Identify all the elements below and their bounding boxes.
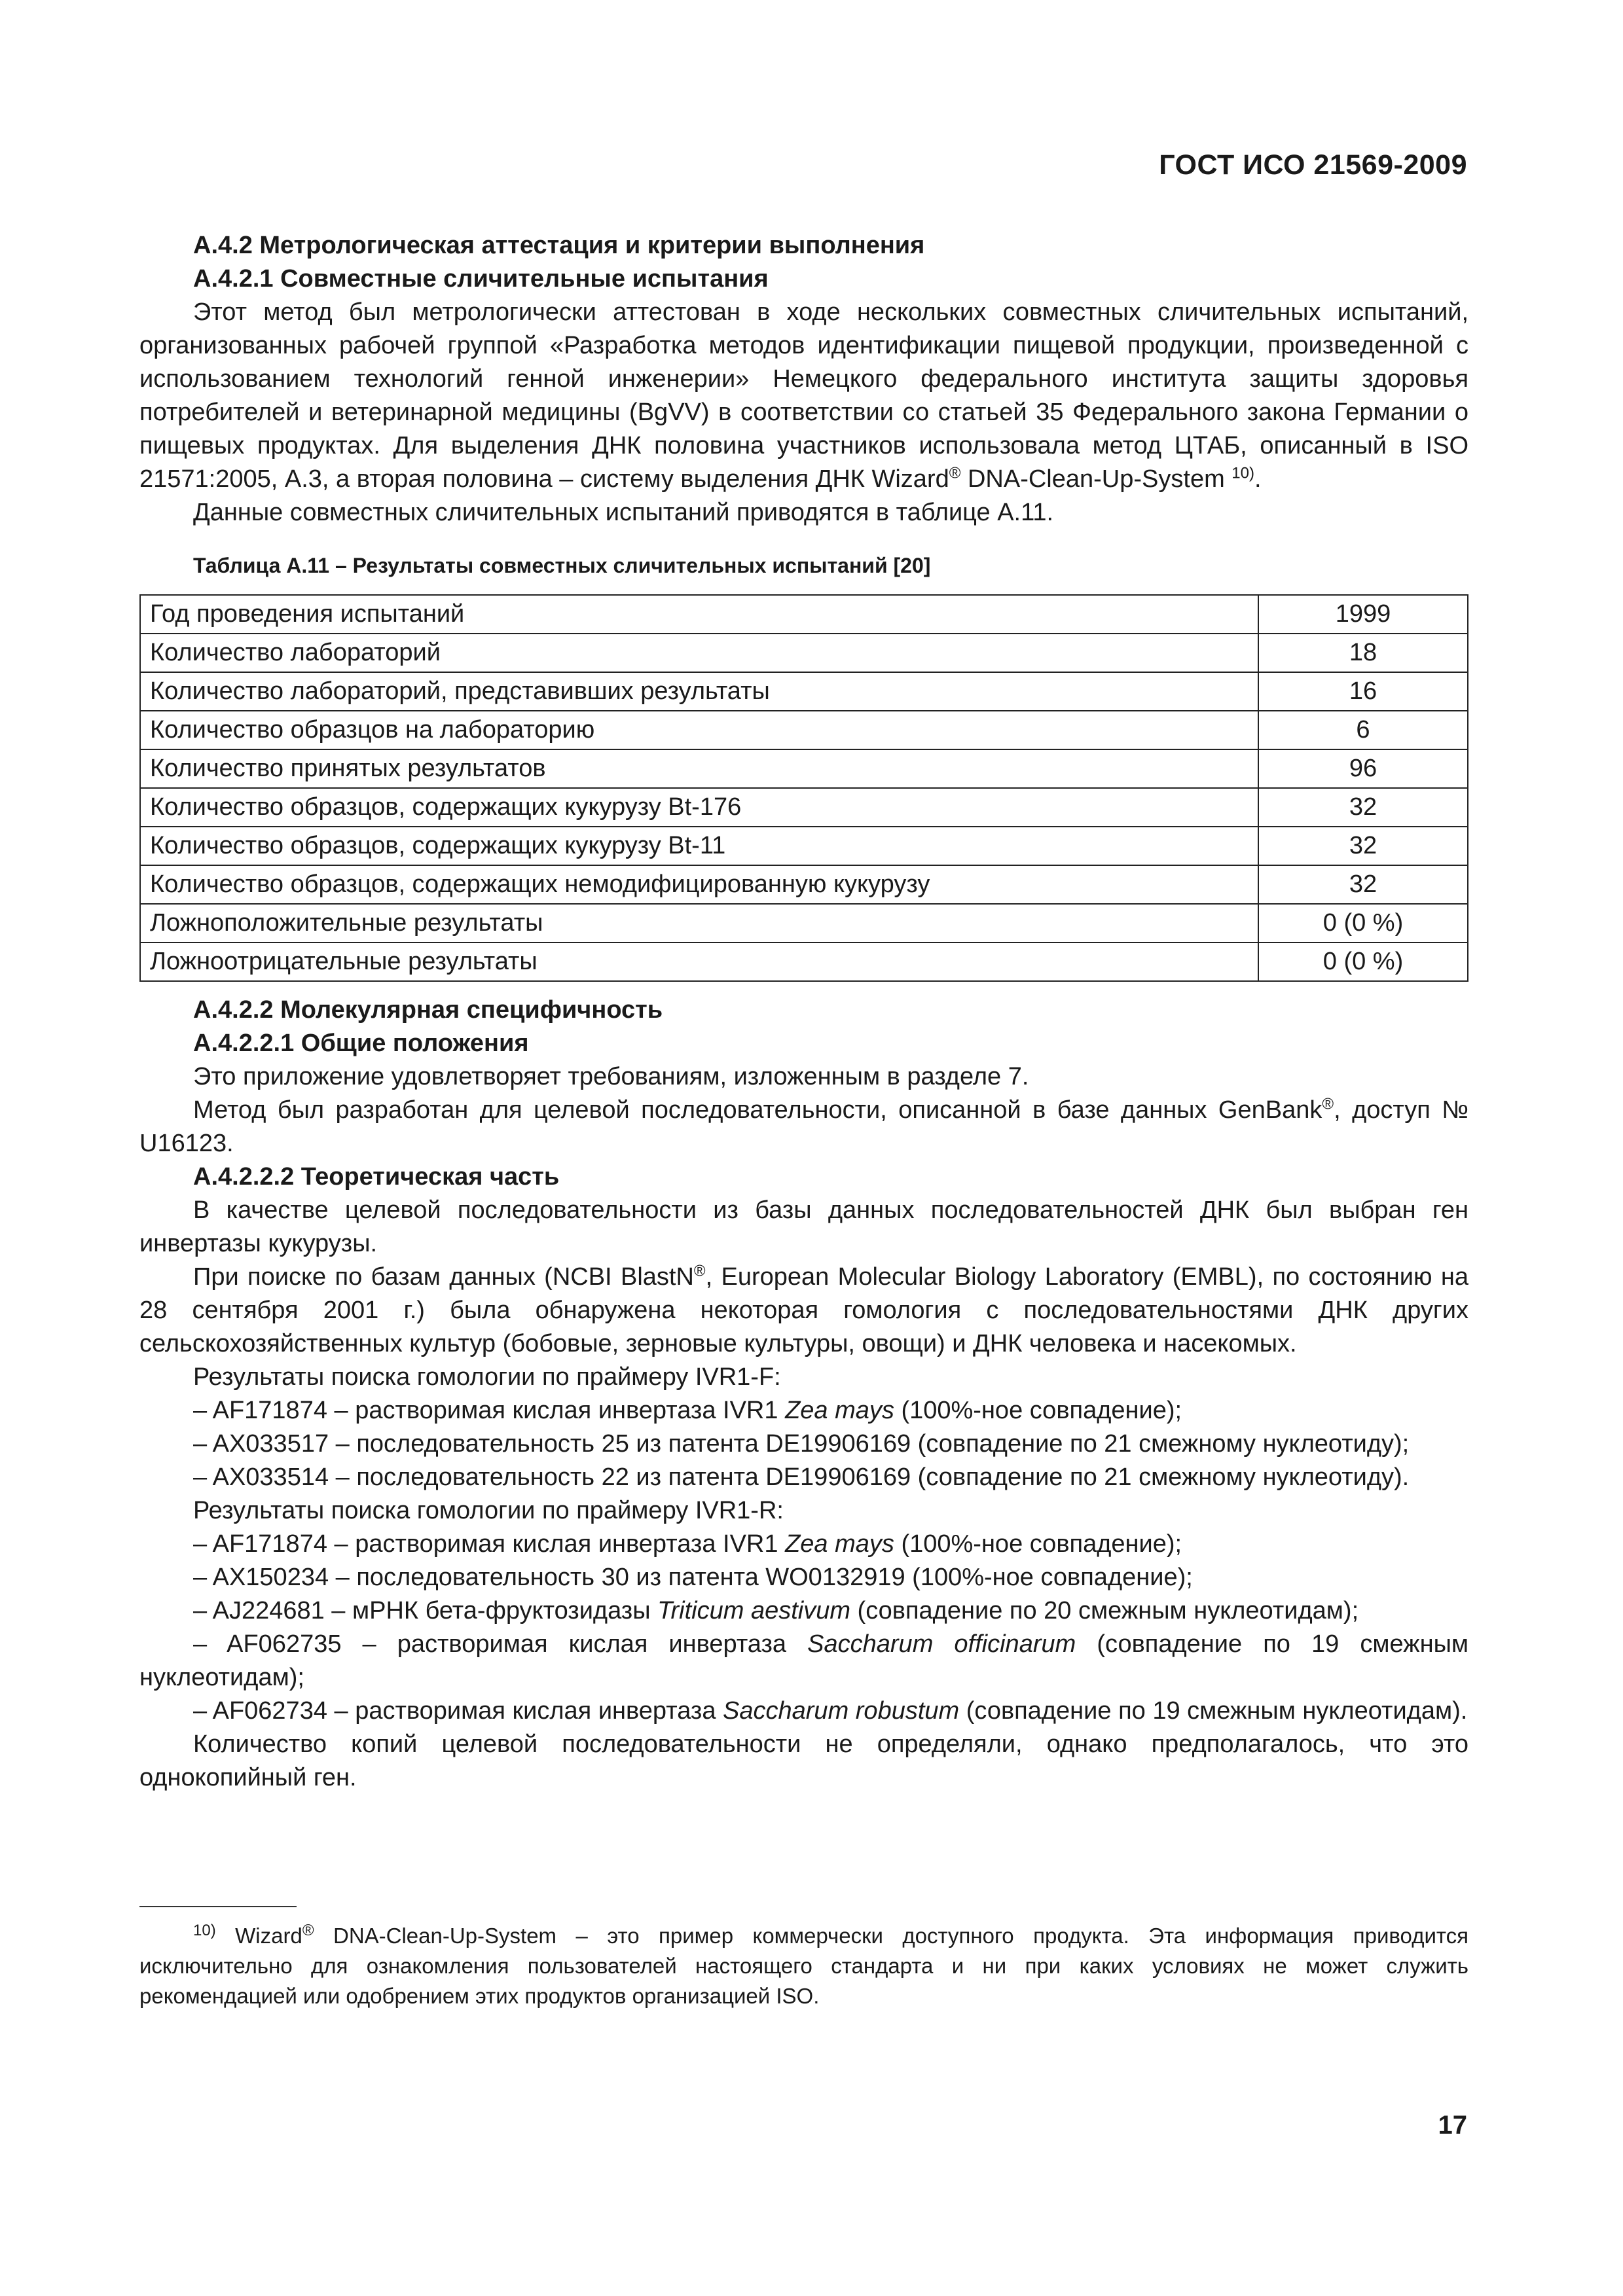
section-heading-a4221: А.4.2.2.1 Общие положения xyxy=(193,1030,529,1057)
list-item-text: (совпадение по 19 смежным нуклеотидам). xyxy=(959,1697,1468,1725)
paragraph-text: , European Molecular Biology Laboratory (EMBL), по состоянию на 28 сентября 2001 г.) была обнаружена некоторая гомология с последовательностями ДНК других сельскохозяйственных культур (бобовые, зерновые культуры, овощи) и ДНК человека и насекомых. xyxy=(139,1263,1468,1357)
footnote-text: DNA-Clean-Up-System – это пример коммерчески доступного продукта. Эта информация приводится исключительно для ознакомления пользователей настоящего стандарта и ни при каких условиях не может служить рекомендацией или одобрением этих продуктов организацией ISO. xyxy=(139,1924,1468,2008)
paragraph-method-validation xyxy=(139,296,1468,496)
registered-mark: ® xyxy=(1322,1095,1334,1113)
paragraph-text: DNA-Clean-Up-System xyxy=(960,465,1232,493)
registered-mark: ® xyxy=(693,1262,706,1280)
table-cell-label: Количество лабораторий xyxy=(140,634,1258,672)
paragraph-text: Метод был разработан для целевой последовательности, описанной в базе данных GenBank xyxy=(193,1096,1322,1124)
registered-mark: ® xyxy=(302,1922,314,1939)
species-name: Triticum aestivum xyxy=(657,1597,850,1624)
paragraph-text: . xyxy=(1254,465,1262,493)
list-item: – AX150234 – последовательность 30 из патента WO0132919 (100%-ное совпадение); xyxy=(193,1564,1193,1591)
list-item-text: – AF062735 – растворимая кислая инвертаза xyxy=(193,1630,808,1658)
footnote-text: Wizard xyxy=(215,1924,302,1948)
table-row xyxy=(140,942,1468,981)
table-cell-value: 6 xyxy=(1258,711,1468,749)
paragraph-database-search xyxy=(139,1261,1468,1361)
table-cell-value: 16 xyxy=(1258,672,1468,711)
footnote xyxy=(139,1921,1468,2011)
section-heading-a4222: А.4.2.2.2 Теоретическая часть xyxy=(193,1163,560,1191)
table-cell-value: 1999 xyxy=(1258,595,1468,634)
footnote-reference: 10) xyxy=(1231,464,1254,482)
paragraph-text: При поиске по базам данных (NCBI BlastN xyxy=(193,1263,694,1291)
list-item-text: (совпадение по 19 смежным нуклеотидам); xyxy=(139,1630,1469,1691)
table-cell-value: 18 xyxy=(1258,634,1468,672)
list-item: – AX033514 – последовательность 22 из патента DE19906169 (совпадение по 21 смежному нуклеотиду). xyxy=(193,1463,1410,1491)
table-cell-value: 32 xyxy=(1258,865,1468,904)
section-heading-a421: А.4.2.1 Совместные сличительные испытания xyxy=(193,265,769,293)
main-content xyxy=(139,229,1468,1795)
table-row xyxy=(140,827,1468,865)
species-name: Zea mays xyxy=(785,1530,894,1558)
table-row xyxy=(140,672,1468,711)
paragraph-copy-number: Количество копий целевой последовательности не определяли, однако предполагалось, что это однокопийный ген. xyxy=(139,1731,1468,1791)
table-cell-label: Количество лабораторий, представивших результаты xyxy=(140,672,1258,711)
footnote-number: 10) xyxy=(193,1922,216,1939)
species-name: Zea mays xyxy=(785,1397,894,1424)
table-cell-label: Количество образцов на лабораторию xyxy=(140,711,1258,749)
section-heading-a422: А.4.2.2 Молекулярная специфичность xyxy=(193,996,663,1024)
table-cell-value: 96 xyxy=(1258,749,1468,788)
table-cell-label: Год проведения испытаний xyxy=(140,595,1258,634)
table-row xyxy=(140,865,1468,904)
table-row xyxy=(140,788,1468,827)
section-heading-a42: А.4.2 Метрологическая аттестация и критерии выполнения xyxy=(193,232,925,259)
table-row xyxy=(140,595,1468,634)
paragraph-requirements: Это приложение удовлетворяет требованиям, изложенным в разделе 7. xyxy=(193,1063,1029,1090)
registered-mark: ® xyxy=(949,464,961,482)
table-row xyxy=(140,711,1468,749)
list-item xyxy=(139,1594,1468,1628)
document-header: ГОСТ ИСО 21569-2009 xyxy=(1159,149,1467,181)
list-item-text: (100%-ное совпадение); xyxy=(894,1397,1182,1424)
results-table xyxy=(139,594,1468,982)
table-row xyxy=(140,904,1468,942)
species-name: Saccharum robustum xyxy=(723,1697,960,1725)
list-heading-ivr1-r: Результаты поиска гомологии по праймеру IVR1-R: xyxy=(193,1497,784,1524)
paragraph-genbank xyxy=(139,1094,1468,1160)
table-cell-label: Количество принятых результатов xyxy=(140,749,1258,788)
list-item-text: – AF171874 – растворимая кислая инвертаза IVR1 xyxy=(193,1530,786,1558)
list-item-text: – AF171874 – растворимая кислая инвертаза IVR1 xyxy=(193,1397,786,1424)
list-item xyxy=(139,1695,1468,1728)
list-item xyxy=(139,1394,1468,1427)
table-cell-value: 32 xyxy=(1258,827,1468,865)
list-item-text: (100%-ное совпадение); xyxy=(894,1530,1182,1558)
paragraph-target-sequence: В качестве целевой последовательности из базы данных последовательностей ДНК был выбран ген инвертазы кукурузы. xyxy=(139,1196,1468,1257)
species-name: Saccharum officinarum xyxy=(807,1630,1076,1658)
paragraph-table-ref: Данные совместных сличительных испытаний приводятся в таблице А.11. xyxy=(193,499,1054,526)
list-item-text: (совпадение по 20 смежным нуклеотидам); xyxy=(850,1597,1359,1624)
page-number: 17 xyxy=(1438,2111,1467,2140)
table-cell-label: Количество образцов, содержащих кукурузу Bt-176 xyxy=(140,788,1258,827)
list-heading-ivr1-f: Результаты поиска гомологии по праймеру IVR1-F: xyxy=(193,1363,781,1391)
footnote-divider xyxy=(139,1906,297,1907)
table-cell-value: 0 (0 %) xyxy=(1258,942,1468,981)
table-cell-label: Количество образцов, содержащих кукурузу Bt-11 xyxy=(140,827,1258,865)
list-item: – AX033517 – последовательность 25 из патента DE19906169 (совпадение по 21 смежному нуклеотиду); xyxy=(193,1430,1410,1458)
paragraph-text: Этот метод был метрологически аттестован в ходе нескольких совместных сличительных испытаний, организованных рабочей группой «Разработка методов идентификации пищевой продукции, произведенной с использованием технологий генной инженерии» Немецкого федерального института защиты здоровья потребителей и ветеринарной медицины (BgVV) в соответствии со статьей 35 Федерального закона Германии о пищевых продуктах. Для выделения ДНК половина участников использовала метод ЦТАБ, описанный в ISO 21571:2005, А.3, а вторая половина – систему выделения ДНК Wizard xyxy=(139,298,1468,493)
list-item-text: – AJ224681 – мРНК бета-фруктозидазы xyxy=(193,1597,658,1624)
list-item-text: – AF062734 – растворимая кислая инвертаза xyxy=(193,1697,723,1725)
list-item xyxy=(139,1528,1468,1561)
table-cell-label: Ложноотрицательные результаты xyxy=(140,942,1258,981)
table-cell-value: 0 (0 %) xyxy=(1258,904,1468,942)
table-cell-label: Ложноположительные результаты xyxy=(140,904,1258,942)
list-item xyxy=(139,1628,1468,1695)
table-row xyxy=(140,749,1468,788)
table-cell-label: Количество образцов, содержащих немодифицированную кукурузу xyxy=(140,865,1258,904)
table-caption: Таблица А.11 – Результаты совместных сличительных испытаний [20] xyxy=(193,554,931,577)
table-row xyxy=(140,634,1468,672)
paragraph-text: , доступ № U16123. xyxy=(139,1096,1468,1157)
table-cell-value: 32 xyxy=(1258,788,1468,827)
